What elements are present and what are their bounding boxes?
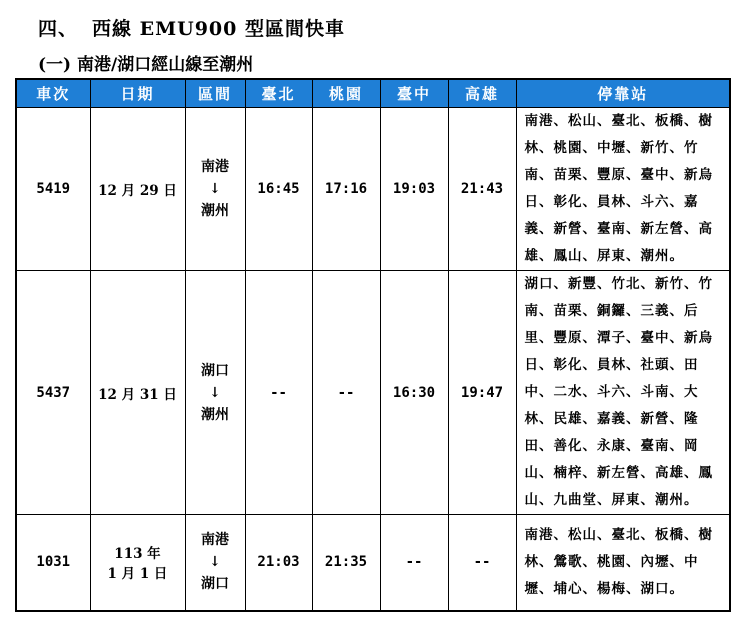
- time-kaohsiung: --: [448, 515, 516, 611]
- date: 12 月 31 日: [90, 271, 185, 515]
- time-taoyuan: 21:35: [312, 515, 380, 611]
- train-number: 5419: [16, 108, 90, 271]
- time-taichung: 19:03: [380, 108, 448, 271]
- route-destination: 潮州: [201, 203, 229, 219]
- table-row: [16, 271, 730, 515]
- header-taipei: 臺北: [245, 79, 312, 108]
- train-schedule-table: [15, 78, 731, 612]
- arrow-down-icon: ↓: [209, 181, 221, 197]
- time-taichung: --: [380, 515, 448, 611]
- section-title: 西線 EMU900 型區間快車: [92, 18, 345, 40]
- header-train-number: 車次: [16, 79, 90, 108]
- time-taipei: 16:45: [245, 108, 312, 271]
- route-destination: 潮州: [201, 406, 229, 423]
- arrow-down-icon: ↓: [209, 554, 221, 571]
- date-month-day: 1 月 1 日: [107, 566, 168, 583]
- section-number: 四、: [38, 18, 79, 40]
- date: 12 月 29 日: [90, 108, 185, 271]
- arrow-down-icon: ↓: [209, 384, 221, 401]
- route-destination: 湖口: [201, 576, 229, 593]
- header-taichung: 臺中: [380, 79, 448, 108]
- time-kaohsiung: 19:47: [448, 271, 516, 515]
- header-route: 區間: [185, 79, 245, 108]
- section-heading: [38, 14, 345, 41]
- date: [90, 515, 185, 611]
- table-row: [16, 515, 730, 611]
- stops-list: 湖口、新豐、竹北、新竹、竹南、苗栗、銅鑼、三義、后里、豐原、潭子、臺中、新烏日、彰化、員林、社頭、田中、二水、斗六、斗南、大林、民雄、嘉義、新營、隆田、善化、永康、臺南、岡山、楠梓、新左營、高雄、鳳山、九曲堂、屏東、潮州。: [516, 271, 730, 515]
- time-taoyuan: --: [312, 271, 380, 515]
- time-kaohsiung: 21:43: [448, 108, 516, 271]
- header-stops: 停靠站: [516, 79, 730, 108]
- header-kaohsiung: 高雄: [448, 79, 516, 108]
- table-row: [16, 108, 730, 271]
- time-taipei: 21:03: [245, 515, 312, 611]
- route-origin: 湖口: [201, 362, 229, 379]
- route: [185, 108, 245, 271]
- route: [185, 515, 245, 611]
- subsection-heading: (一) 南港/湖口經山線至潮州: [38, 55, 254, 75]
- header-date: 日期: [90, 79, 185, 108]
- date-year: 113 年: [114, 546, 161, 563]
- train-number: 5437: [16, 271, 90, 515]
- header-taoyuan: 桃園: [312, 79, 380, 108]
- route: [185, 271, 245, 515]
- time-taoyuan: 17:16: [312, 108, 380, 271]
- stops-list: 南港、松山、臺北、板橋、樹林、桃園、中壢、新竹、竹南、苗栗、豐原、臺中、新烏日、彰化、員林、斗六、嘉義、新營、臺南、新左營、高雄、鳳山、屏東、潮州。: [516, 108, 730, 271]
- stops-list: 南港、松山、臺北、板橋、樹林、鶯歌、桃園、內壢、中壢、埔心、楊梅、湖口。: [516, 515, 730, 611]
- route-origin: 南港: [201, 532, 229, 549]
- time-taipei: --: [245, 271, 312, 515]
- route-origin: 南港: [201, 159, 229, 175]
- table-header-row: [16, 79, 730, 108]
- time-taichung: 16:30: [380, 271, 448, 515]
- train-number: 1031: [16, 515, 90, 611]
